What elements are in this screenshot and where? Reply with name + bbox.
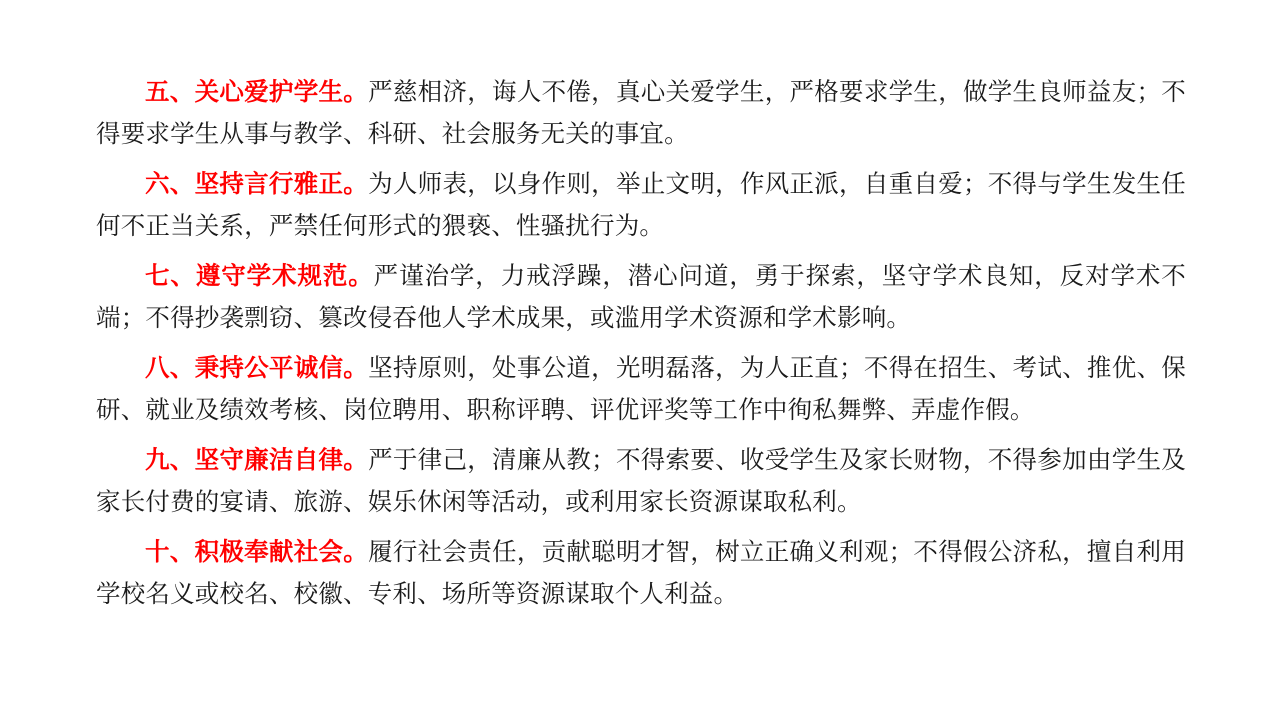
clause-heading: 七、遵守学术规范。: [145, 263, 374, 290]
clause-body: 严于律己，清廉从教；不得索要、收受学生及家长财物，不得参加由学生及家长付费的宴请、旅游、娱乐休闲等活动，或利用家长资源谋取私利。: [96, 447, 1186, 516]
clause-item: [96, 72, 1186, 156]
clause-heading: 六、坚持言行雅正。: [145, 171, 369, 198]
clause-heading: 九、坚守廉洁自律。: [145, 447, 369, 474]
clause-list: [96, 72, 1186, 624]
clause-item: [96, 348, 1186, 432]
clause-item: [96, 164, 1186, 248]
clause-item: [96, 532, 1186, 616]
clause-body: 为人师表，以身作则，举止文明，作风正派，自重自爱；不得与学生发生任何不正当关系，严禁任何形式的猥亵、性骚扰行为。: [96, 171, 1186, 240]
clause-body: 严谨治学，力戒浮躁，潜心问道，勇于探索，坚守学术良知，反对学术不端；不得抄袭剽窃、篡改侵吞他人学术成果，或滥用学术资源和学术影响。: [96, 263, 1186, 332]
clause-body: 履行社会责任，贡献聪明才智，树立正确义利观；不得假公济私，擅自利用学校名义或校名、校徽、专利、场所等资源谋取个人利益。: [96, 539, 1186, 608]
clause-body: 严慈相济，诲人不倦，真心关爱学生，严格要求学生，做学生良师益友；不得要求学生从事与教学、科研、社会服务无关的事宜。: [96, 79, 1186, 148]
clause-heading: 八、秉持公平诚信。: [145, 355, 369, 382]
clause-heading: 十、积极奉献社会。: [145, 539, 369, 566]
clause-body: 坚持原则，处事公道，光明磊落，为人正直；不得在招生、考试、推优、保研、就业及绩效考核、岗位聘用、职称评聘、评优评奖等工作中徇私舞弊、弄虚作假。: [96, 355, 1186, 424]
clause-item: [96, 440, 1186, 524]
clause-item: [96, 256, 1186, 340]
clause-heading: 五、关心爱护学生。: [145, 79, 369, 106]
